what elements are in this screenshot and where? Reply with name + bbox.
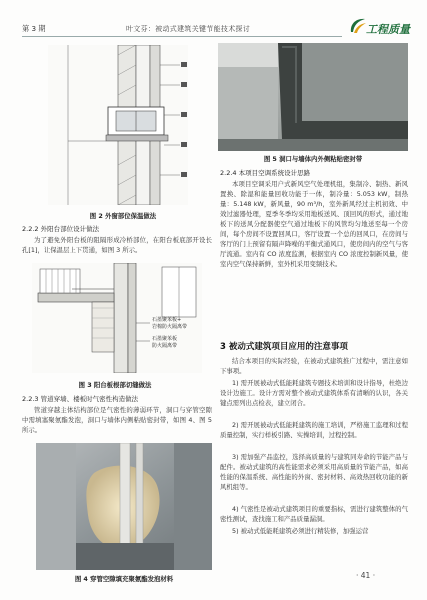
figure-2-caption: 图 2 外窗部位保温做法 — [89, 212, 157, 220]
section-2-2-3-text: 管道穿越主体结构部位是气密性的薄弱环节，洞口与穿管空隙中需填塞聚氨酯发泡，洞口与墙体内侧粘贴密封带，如图 4、图 5 所示。 — [22, 406, 212, 434]
list-item-3: 3) 需加强产品监控，选择高质量的与建筑同寿命的节能产品与配件。被动式建筑的高性能需求必须采用高质量的节能产品，如高性能的保温系统、高性能的外窗、密封材料、高效热回收功能的新风机组等。 — [220, 453, 408, 491]
section-2-2-4-text: 本项目空调采用户式新风空气处理机组，集制冷、制热、新风置换、除湿和能量回收功能于一体，制冷量：5.053 kW，制热量：5.148 kW，新风量，90 m³/h，室外新风经过主机初效、中效过滤器处理，夏季冬季均采用地板送风、顶回风的形式，通过地板下的送风分配器使空气通过地板下的风管均匀地送至每一个房间，每个房间不设置回风口，客厅设置一个总的回风口，在房间与客厅的门上预留有隔声降噪的平衡式通风口，使房间内的空气与客厅流通。室内有 CO 浓度监测，根据室内 CO 浓度控制新风量，使室内空气保持新鲜，室外机采用变频技术。 — [220, 180, 408, 268]
section-3-intro: 结合本项目的实际经验，在被动式建筑推广过程中，需注意如下事项。 — [220, 357, 408, 375]
section-2-2-2-text: 为了避免外阳台板的阻隔形成冷桥部位，在阳台板底部开设长孔[1]，让保温层上下贯通，如图 3 所示。 — [22, 236, 212, 254]
figure-4-caption: 图 4 穿管空隙填充聚氨酯发泡材料 — [74, 575, 174, 583]
list-item-4: 4) 气密性是被动式建筑项目的重要指标，需进行建筑整体的气密性测试，查找施工和产品质量漏洞。 — [220, 505, 408, 523]
figure-3-label-1: 石墨聚苯板+ 岩棉防火隔离带 — [152, 317, 188, 330]
list-item-2: 2) 需开展被动式低能耗建筑的施工培训，严格施工监理和过程质量控制，实行样板引路、实操培训，过程控制。 — [220, 421, 408, 439]
issue-number: 第 3 期 — [22, 24, 46, 33]
figure-3-caption: 图 3 阳台板根部切缝做法 — [78, 381, 152, 389]
section-2-2-3-heading: 2.2.3 管道穿墙、楼板时气密性构造做法 — [22, 395, 139, 403]
logo-swoosh-icon — [348, 16, 368, 36]
figure-3-drawing — [32, 263, 202, 373]
running-title: 叶文芬：被动式建筑关键节能技术探讨 — [126, 25, 251, 33]
figure-4-photo — [36, 443, 212, 570]
page-number: · 41 · — [356, 571, 376, 580]
list-item-1: 1) 需开展被动式低能耗建筑专题技术培训和设计指导，杜绝边设计边施工。设计方需对整个被动式建筑体系有清晰的认识，各关键点需列出点检表，建立闭合。 — [220, 379, 408, 407]
logo-text: 工程质量 — [366, 23, 410, 36]
journal-logo — [348, 14, 410, 40]
figure-5-photo — [218, 43, 408, 151]
list-item-5: 5) 被动式低能耗建筑必须进行精装修，加强运营 — [232, 527, 369, 535]
section-2-2-2-heading: 2.2.2 外阳台部位设计做法 — [22, 225, 100, 233]
section-3-heading: 3 被动式建筑项目应用的注意事项 — [220, 342, 348, 352]
section-2-2-4-heading: 2.2.4 本项目空调系统设计思路 — [220, 169, 311, 177]
figure-2-drawing — [48, 45, 188, 205]
figure-5-caption: 图 5 洞口与墙体内外侧粘贴密封带 — [263, 155, 363, 163]
header-rule — [22, 36, 342, 37]
figure-3-label-2: 石墨聚苯板 防火隔离带 — [152, 336, 178, 349]
